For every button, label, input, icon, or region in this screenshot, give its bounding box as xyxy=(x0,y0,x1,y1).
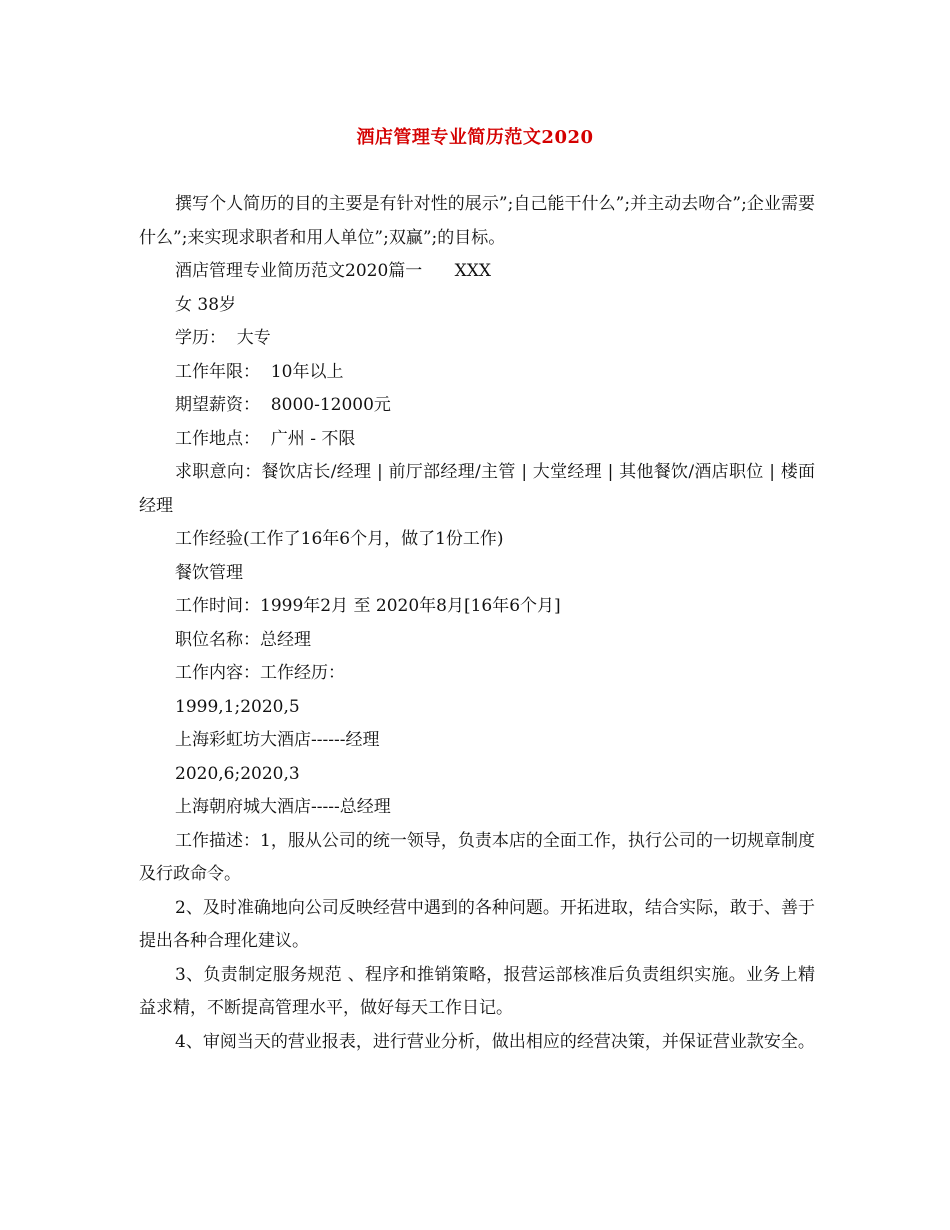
position-title-line: 职位名称：总经理 xyxy=(175,629,311,650)
document-title: 酒店管理专业简历范文2020 xyxy=(356,127,594,148)
work-years-line: 工作年限： 10年以上 xyxy=(175,361,344,382)
work-content-line: 工作内容：工作经历： xyxy=(175,663,345,683)
duty-paragraph-2: 2、及时准确地向公司反映经营中遇到的各种问题。开拓进取，结合实际，敢于、善于提出各种合理化建议。 xyxy=(139,897,815,951)
job-intention-paragraph: 求职意向：餐饮店长/经理 | 前厅部经理/主管 | 大堂经理 | 其他餐饮/酒店职位 | 楼面经理 xyxy=(139,462,815,516)
resume-heading-line: 酒店管理专业简历范文2020篇一 XXX xyxy=(175,261,491,281)
work-location-line: 工作地点： 广州 - 不限 xyxy=(175,428,356,449)
employer-two-line: 上海朝府城大酒店-----总经理 xyxy=(175,797,391,817)
gender-age-line: 女 38岁 xyxy=(175,294,237,315)
education-line: 学历： 大专 xyxy=(175,328,271,348)
industry-line: 餐饮管理 xyxy=(175,562,243,583)
duty-paragraph-1: 工作描述：1，服从公司的统一领导，负责本店的全面工作，执行公司的一切规章制度及行政命令。 xyxy=(139,830,815,884)
duty-paragraph-4: 4、审阅当天的营业报表，进行营业分析，做出相应的经营决策，并保证营业款安全。 xyxy=(175,1031,815,1052)
period-one-line: 1999,1;2020,5 xyxy=(175,696,300,717)
intro-paragraph: 撰写个人简历的目的主要是有针对性的展示”;自己能干什么”;并主动去吻合”;企业需要什么”;来实现求职者和用人单位”;双赢”;的目标。 xyxy=(139,194,815,248)
document-body xyxy=(139,188,815,1059)
work-experience-line: 工作经验(工作了16年6个月，做了1份工作) xyxy=(175,529,504,549)
work-period-line: 工作时间：1999年2月 至 2020年8月[16年6个月] xyxy=(175,596,561,616)
duty-paragraph-3: 3、负责制定服务规范 、程序和推销策略，报营运部核准后负责组织实施。业务上精益求精，不断提高管理水平，做好每天工作日记。 xyxy=(139,964,815,1018)
period-two-line: 2020,6;2020,3 xyxy=(175,763,300,784)
employer-one-line: 上海彩虹坊大酒店------经理 xyxy=(175,730,380,750)
expected-salary-line: 期望薪资： 8000-12000元 xyxy=(175,395,391,415)
